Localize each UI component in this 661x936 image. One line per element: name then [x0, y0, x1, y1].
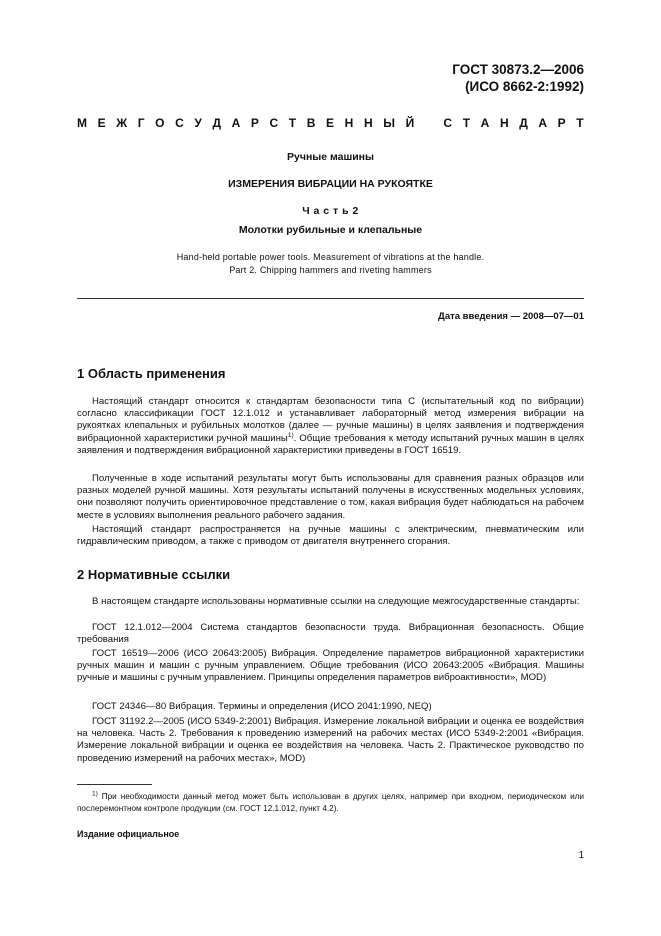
banner-letter: А	[538, 116, 548, 130]
banner-letter: У	[194, 116, 202, 130]
banner-letter: Н	[344, 116, 354, 130]
banner-letter: Е	[326, 116, 335, 130]
banner-letter: Ж	[116, 116, 128, 130]
footnote-mark: 1)	[92, 790, 98, 798]
banner-letter	[425, 116, 433, 130]
banner-letter: М	[77, 116, 87, 130]
banner-letter: Н	[363, 116, 373, 130]
normative-ref-2: ГОСТ 16519—2006 (ИСО 20643:2005) Вибрация. Определение параметров вибрационной характеристики ручных машин и машин с ручным управлением. Общие требования (ИСО 20643:2005 «Вибрация. Машины ручные и машины с ручным управлением. Принципы определения параметров виброактивности», MOD)	[77, 648, 584, 684]
gost-number: ГОСТ 30873.2—2006	[452, 62, 584, 77]
banner-letter: Д	[212, 116, 221, 130]
section-1-paragraph-3: Настоящий стандарт распространяется на ручные машины с электрическим, пневматическим или гидравлическим приводом, а также с приводом от двигателя внутреннего сгорания.	[77, 524, 584, 548]
normative-ref-1: ГОСТ 12.1.012—2004 Система стандартов безопасности труда. Вибрационная безопасность. Общие требования	[77, 622, 584, 646]
banner-letter: Е	[97, 116, 106, 130]
banner-letter: Г	[137, 116, 145, 130]
interstate-standard-banner	[77, 116, 584, 130]
banner-letter: Р	[250, 116, 259, 130]
banner-letter: С	[269, 116, 279, 130]
banner-letter: О	[155, 116, 165, 130]
title-group: Ручные машины	[287, 151, 374, 163]
banner-letter: Т	[288, 116, 297, 130]
page-number: 1	[578, 850, 584, 861]
title-subtitle: Молотки рубильные и клепальные	[238, 224, 423, 236]
banner-letter: С	[175, 116, 184, 130]
banner-letter: Ы	[383, 116, 395, 130]
footnote-ref: 1)	[287, 431, 294, 439]
banner-letter: Т	[462, 116, 471, 130]
banner-letter: Р	[557, 116, 566, 130]
section-1-paragraph-1-text-a: Настоящий стандарт относится к стандартам безопасности типа С (испытательный код по вибрации) согласно классификации ГОСТ 12.1.012 и устанавливает лабораторный метод измерения вибрации на рукоятках клепальных и рубильных молотков (далее — ручные машины) в целях заявления и подтверждения вибрационной характеристики ручной машины	[77, 396, 584, 444]
banner-letter: А	[231, 116, 241, 130]
official-edition-label: Издание официальное	[77, 829, 180, 839]
title-main: ИЗМЕРЕНИЯ ВИБРАЦИИ НА РУКОЯТКЕ	[228, 178, 433, 190]
section-2-intro: В настоящем стандарте использованы нормативные ссылки на следующие межгосударственные стандарты:	[92, 596, 580, 607]
banner-letter: Т	[576, 116, 584, 130]
english-title-line2: Part 2. Chipping hammers and riveting hammers	[229, 265, 432, 275]
banner-letter: А	[480, 116, 490, 130]
banner-letter: Й	[405, 116, 415, 130]
section-1-paragraph-1	[77, 396, 584, 457]
footnote	[77, 791, 584, 814]
banner-letter: В	[306, 116, 316, 130]
footnote-text: При необходимости данный метод может быть использован в других целях, например при входном, периодическом или послеремонтном контроле продукции (см. ГОСТ 12.1.012, пункт 4.2).	[77, 792, 584, 813]
banner-letter: С	[443, 116, 453, 130]
section-1-paragraph-1-text-b: . Общие требования к методу испытаний ручных машин в целях заявления и подтверждения вибрационной характеристики приведены в ГОСТ 16519.	[77, 432, 584, 456]
english-title-line1: Hand-held portable power tools. Measurement of vibrations at the handle.	[176, 252, 485, 262]
banner-letter: Н	[499, 116, 509, 130]
section-1-paragraph-2: Полученные в ходе испытаний результаты могут быть использованы для сравнения разных образцов или разных моделей ручной машины. Хотя результаты испытаний получены в искусственных модельных условиях, они позволяют получить ориентировочное представление о том, какая вибрация будет наблюдаться на рабочем месте в условиях выполнения реального рабочего задания.	[77, 473, 584, 521]
section-2-title: 2 Нормативные ссылки	[77, 567, 231, 582]
banner-letter: Д	[519, 116, 528, 130]
normative-ref-3: ГОСТ 24346—80 Вибрация. Термины и определения (ИСО 2041:1990, NEQ)	[92, 701, 432, 712]
introduction-date: Дата введения — 2008—07—01	[438, 311, 584, 322]
normative-ref-4: ГОСТ 31192.2—2005 (ИСО 5349-2:2001) Вибрация. Измерение локальной вибрации и оценка ее воздействия на человека. Часть 2. Требования к проведению измерений на рабочих местах (ИСО 5349-2:2001 «Вибрация. Измерение локальной вибрации и оценка ее воздействия на человека. Часть 2. Практическое руководство по проведению измерений на рабочих местах», MOD)	[77, 716, 584, 764]
title-divider	[77, 298, 584, 299]
iso-number: (ИСО 8662-2:1992)	[465, 79, 584, 94]
section-1-title: 1 Область применения	[77, 366, 226, 381]
title-part: Ч а с т ь 2	[302, 205, 359, 217]
footnote-divider	[77, 784, 152, 785]
